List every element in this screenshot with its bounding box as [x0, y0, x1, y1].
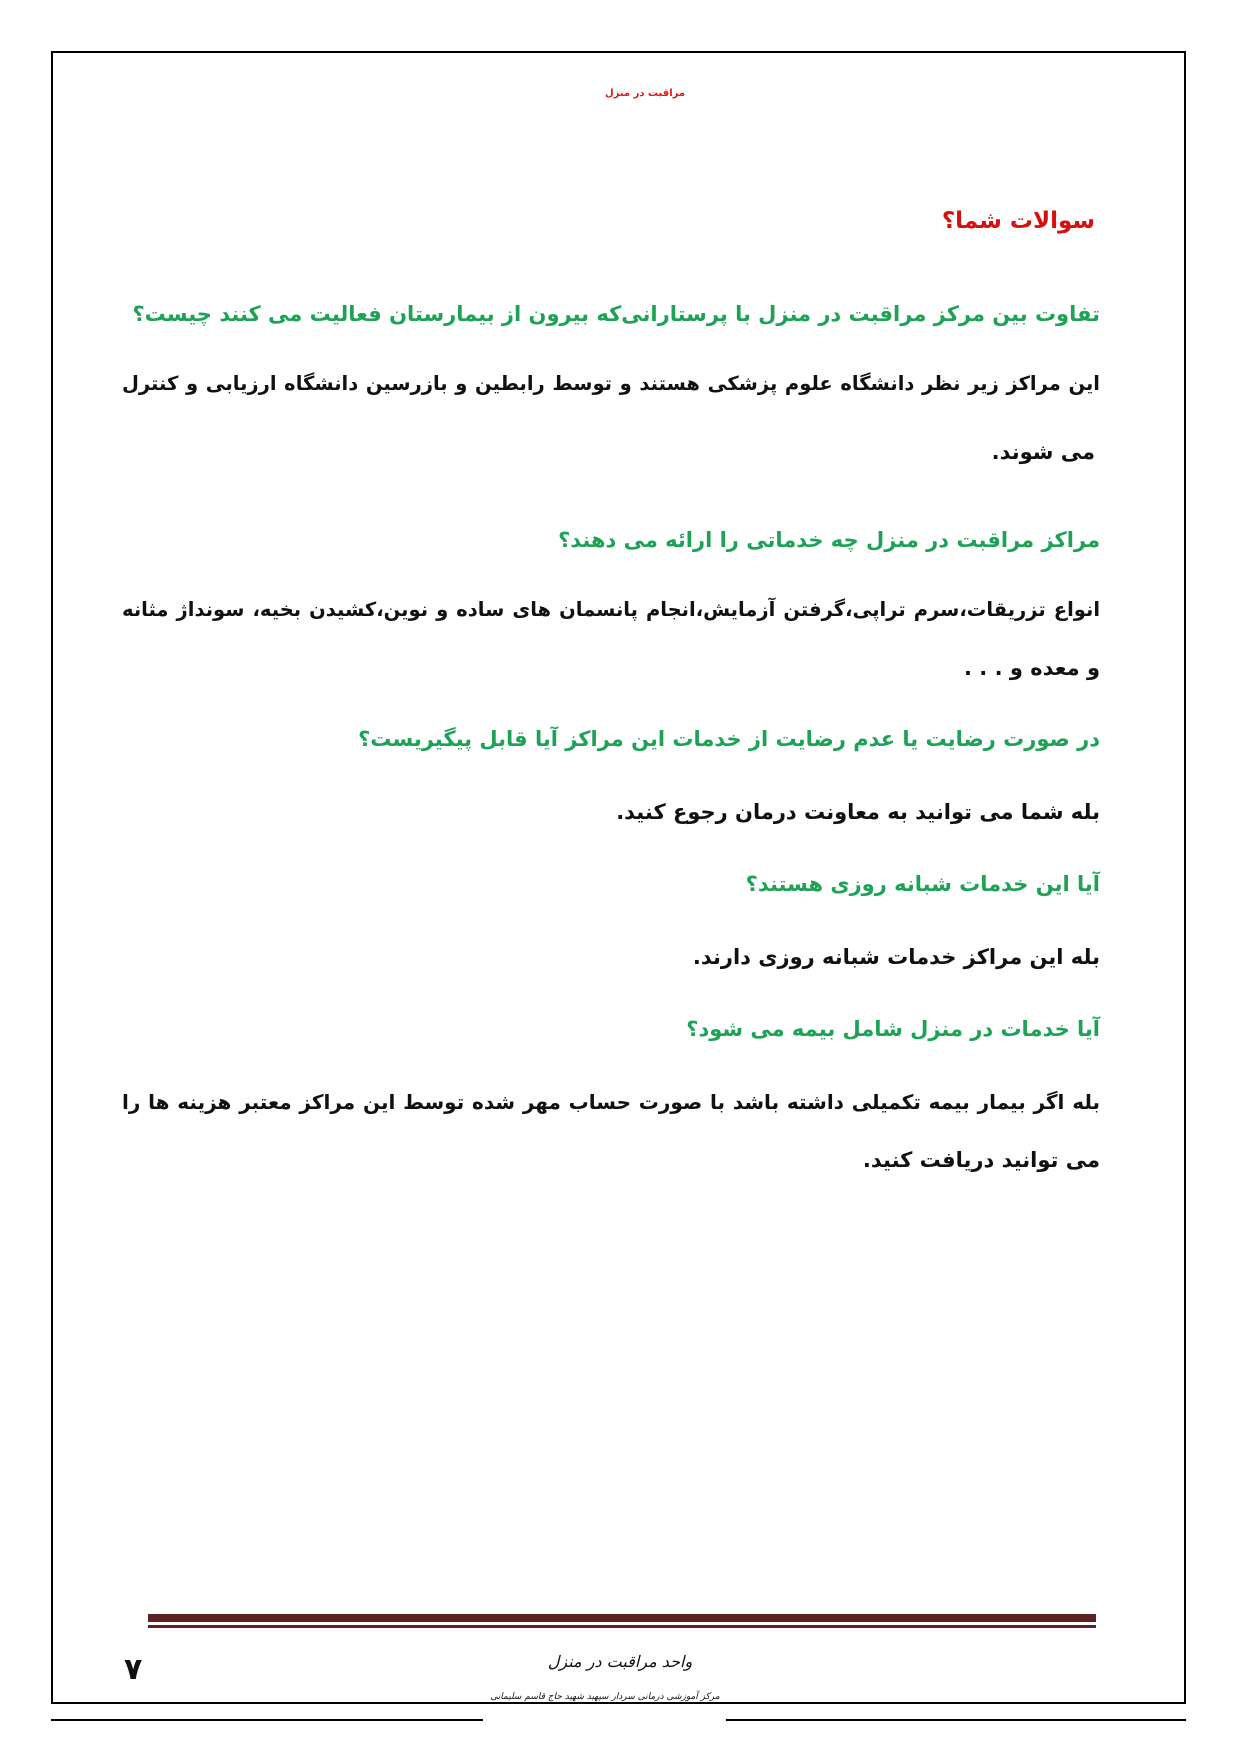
footer-center-name: مرکز آموزشی درمانی سردار سپهبد شهید حاج قاسم سلیمانی	[490, 1692, 720, 1702]
page-number: ۷	[124, 1652, 143, 1687]
page-title: مراقبت در منزل	[604, 88, 686, 99]
faq-question-2: مراکز مراقبت در منزل چه خدماتی را ارائه می دهند؟	[558, 528, 1100, 552]
faq-answer-2-line-2: و معده و . . .	[964, 656, 1100, 680]
footer-line-left	[51, 1719, 483, 1721]
faq-answer-2-line-1: انواع تزریقات،سرم تراپی،گرفتن آزمایش،انجام پانسمان های ساده و نوین،کشیدن بخیه، سونداژ مثانه	[122, 598, 1100, 621]
footer-line-right	[726, 1719, 1186, 1721]
faq-answer-1-line-1: این مراکز زیر نظر دانشگاه علوم پزشکی هستند و توسط رابطین و بازرسین دانشگاه ارزیابی و کنترل	[122, 372, 1100, 395]
faq-question-4: آیا این خدمات شبانه روزی هستند؟	[745, 872, 1100, 896]
faq-answer-1-line-2: می شوند.	[991, 440, 1095, 464]
faq-question-3: در صورت رضایت یا عدم رضایت از خدمات این مراکز آیا قابل پیگیریست؟	[358, 727, 1100, 751]
faq-answer-3: بله شما می توانید به معاونت درمان رجوع کنید.	[616, 800, 1100, 824]
footer-rule-thick	[148, 1614, 1096, 1622]
faq-question-1: تفاوت بین مرکز مراقبت در منزل با پرستارانی‌که بیرون از بیمارستان فعالیت می کنند چیست؟	[132, 302, 1100, 326]
section-subtitle: سوالات شما؟	[941, 208, 1095, 234]
faq-question-5: آیا خدمات در منزل شامل بیمه می شود؟	[686, 1017, 1100, 1041]
faq-answer-4: بله این مراکز خدمات شبانه روزی دارند.	[692, 945, 1100, 969]
faq-answer-5-line-2: می توانید دریافت کنید.	[862, 1148, 1100, 1172]
faq-answer-5-line-1: بله اگر بیمار بیمه تکمیلی داشته باشد با صورت حساب مهر شده توسط این مراکز معتبر هزینه ها را	[122, 1090, 1100, 1114]
footer-rule-thin	[148, 1625, 1096, 1628]
footer-unit-name: واحد مراقبت در منزل	[547, 1652, 693, 1671]
